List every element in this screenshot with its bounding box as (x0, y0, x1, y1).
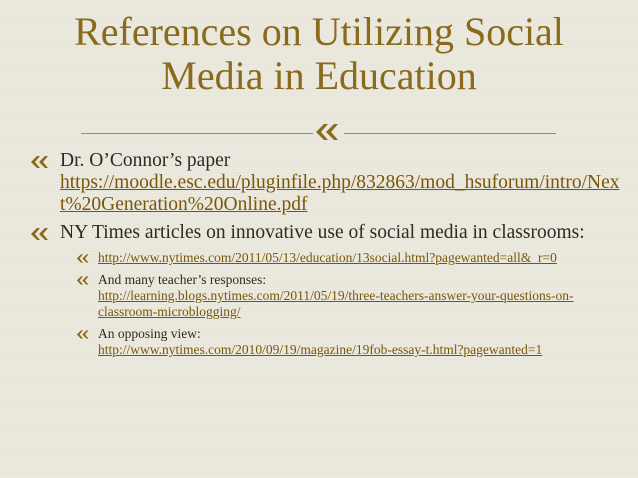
sub-list-item (30, 250, 620, 266)
sub-list-item (30, 326, 620, 358)
sub-list-item (30, 272, 620, 320)
divider-line-left (81, 133, 313, 134)
sub-item-text: An opposing view: (98, 326, 201, 341)
title-line-2: Media in Education (161, 53, 477, 98)
double-arrow-icon (30, 154, 50, 170)
sub-item-text: And many teacher’s responses: (98, 272, 267, 287)
divider-line-right (344, 133, 556, 134)
bullet-list (30, 150, 620, 358)
teacher-responses-link[interactable]: http://learning.blogs.nytimes.com/2011/05/19/three-teachers-answer-your-questions-on-classroom-microblogging/ (98, 288, 574, 319)
double-arrow-icon (76, 329, 90, 340)
double-arrow-icon (76, 253, 90, 264)
slide-title (40, 10, 598, 98)
double-arrow-icon (76, 275, 90, 286)
nytimes-article-link[interactable]: http://www.nytimes.com/2011/05/13/education/13social.html?pagewanted=all&_r=0 (98, 250, 557, 265)
list-item (30, 150, 620, 216)
double-arrow-icon (30, 226, 50, 242)
item-text: NY Times articles on innovative use of social media in classrooms: (60, 222, 585, 243)
title-line-1: References on Utilizing Social (74, 9, 564, 54)
item-text: Dr. O’Connor’s paper (60, 150, 231, 171)
opposing-view-link[interactable]: http://www.nytimes.com/2010/09/19/magazine/19fob-essay-t.html?pagewanted=1 (98, 342, 543, 357)
list-item (30, 222, 620, 244)
paper-link[interactable]: https://moodle.esc.edu/pluginfile.php/832863/mod_hsuforum/intro/Next%20Generation%20Online.pdf (60, 172, 620, 215)
ornament-icon (314, 120, 342, 144)
